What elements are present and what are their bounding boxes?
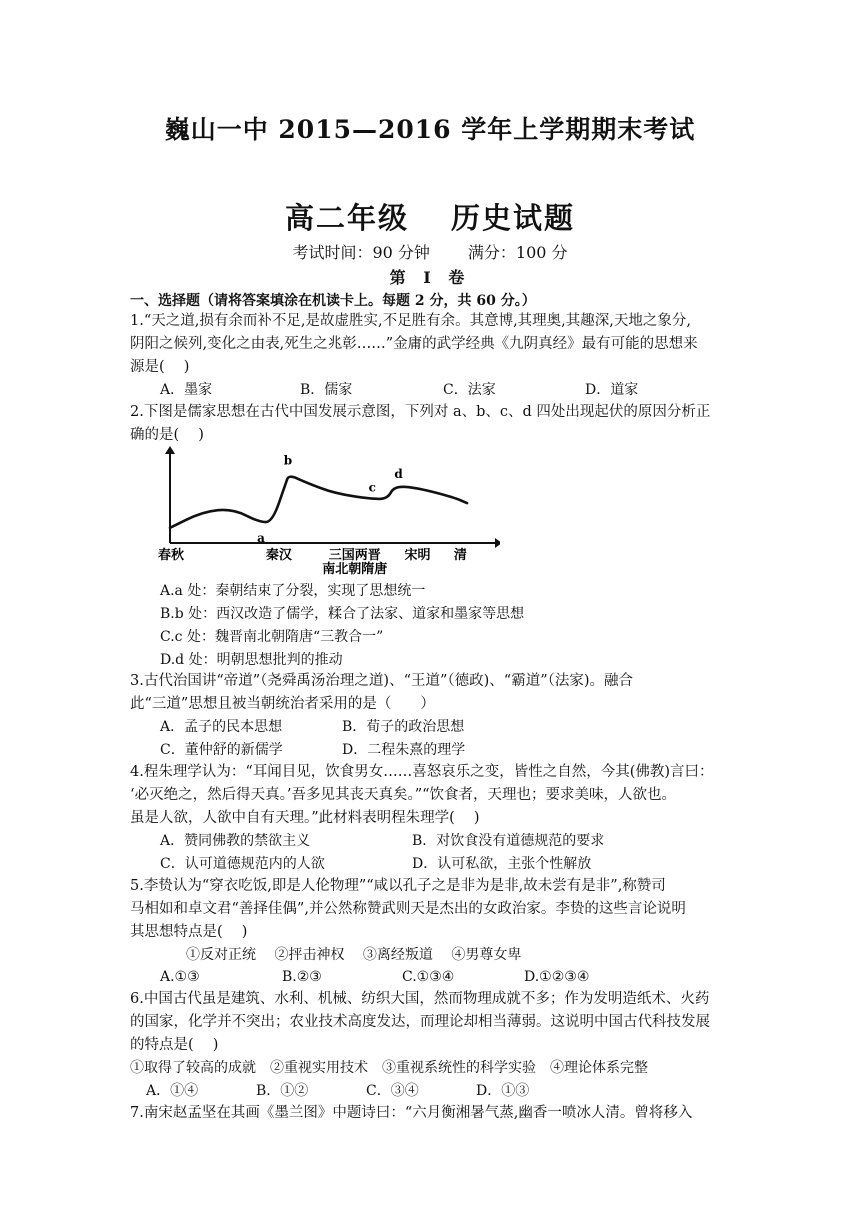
q4-text-line2: ‘必灭绝之，然后得天真。’吾多见其丧天真矣。”“饮食者，天理也；要求美味，人欲也。 [130,787,677,803]
q1-option-c: C．法家 [443,382,496,398]
q2-option-a: A.a 处：秦朝结束了分裂，实现了思想统一 [160,583,426,599]
q7-text-line1: 7.南宋赵孟坚在其画《墨兰图》中题诗曰：“六月衡湘暑气蒸,幽香一喷冰人清。曾将移入 [130,1105,693,1121]
q6-option-d: D．①③ [476,1083,530,1099]
q1-text-line2: 阴阳之候列,变化之由表,死生之兆彰……”金庸的武学经典《九阴真经》最有可能的思想来 [130,336,698,352]
q4-option-a: A．赞同佛教的禁欲主义 [160,833,311,849]
x-tick-label: 三国两晋 [328,548,381,563]
q6-option-a: A．①④ [146,1083,199,1099]
q4-option-c: C．认可道德规范内的人欲 [160,856,325,872]
q6-text-line2: 的国家，化学并不突出；农业技术高度发达，而理论却相当薄弱。这说明中国古代科技发展 [130,1014,710,1030]
q2-text-line1: 2.下图是儒家思想在古代中国发展示意图，下列对 a、b、c、d 四处出现起伏的原因分析正 [130,404,711,420]
x-axis-arrow [495,538,500,548]
exam-info [0,240,860,263]
exam-time: 考试时间：90 分钟 [292,243,430,262]
exam-title: 巍山一中 2015—2016 学年上学期期末考试 [164,115,696,144]
q6-option-c: C．③④ [366,1083,419,1099]
q6-text-line1: 6.中国古代虽是建筑、水利、机械、纺织大国，然而物理成就不多；作为发明造纸术、火药 [130,991,710,1007]
q6-statements: ①取得了较高的成就 ②重视实用技术 ③重视系统性的科学实验 ④理论体系完整 [130,1060,648,1076]
q5-text-line3: 其思想特点是( ) [130,924,248,940]
q5-text-line2: 马相如和卓文君“善择佳偶”,并公然称赞武则天是杰出的女政治家。李贽的这些言论说明 [130,901,686,917]
q1-text-line3: 源是( ) [130,359,190,375]
point-annotation-a: a [257,531,265,546]
exam-score: 满分：100 分 [467,243,568,262]
q5-option-a: A.①③ [160,969,200,985]
q2-option-b: B.b 处：西汉改造了儒学，糅合了法家、道家和墨家等思想 [160,606,525,622]
paper-title [0,196,860,237]
q4-option-d: D．认可私欲，主张个性解放 [412,856,592,872]
x-tick-label: 春秋 [158,548,185,563]
q4-option-b: B．对饮食没有道德规范的要求 [412,833,605,849]
x-tick-label: 清 [453,548,467,563]
q5-option-c: C.①③④ [402,969,455,985]
q1-option-b: B．儒家 [300,382,353,398]
x-tick-label: 南北朝隋唐 [322,562,388,575]
grade-label: 高二年级 [284,201,409,235]
q3-option-a: A．孟子的民本思想 [160,719,283,735]
q1-text-line1: 1.“天之道,损有余而补不足,是故虚胜实,不足胜有余。其意博,其理奥,其趣深,天地之象分, [130,313,692,329]
q3-option-c: C．董仲舒的新儒学 [160,742,283,758]
y-axis-arrow [165,446,175,454]
q2-option-d: D.d 处：明朝思想批判的推动 [160,652,343,668]
volume-label: 第 Ⅰ 卷 [389,268,471,287]
q5-text-line1: 5.李贽认为“穿衣吃饭,即是人伦物理”“咸以孔子之是非为是非,故未尝有是非”,称赞司 [130,878,666,894]
q3-text-line1: 3.古代治国讲“帝道”（尧舜禹汤治理之道)、“王道”（德政)、“霸道”（法家)。融合 [130,673,634,689]
q3-option-b: B．荀子的政治思想 [342,719,465,735]
q6-text-line3: 的特点是( ) [130,1037,219,1053]
point-annotation-c: c [368,480,376,495]
q5-option-d: D.①②③④ [524,969,590,985]
x-tick-label: 宋明 [404,548,431,563]
point-annotation-b: b [283,453,293,468]
q2-option-c: C.c 处：魏晋南北朝隋唐“三教合一” [160,629,384,645]
series-line [170,477,467,528]
confucianism-development-chart [150,440,500,575]
x-tick-label: 秦汉 [265,548,292,563]
q2-text-line2: 确的是( ) [130,427,204,443]
q3-option-d: D．二程朱熹的理学 [342,742,466,758]
subject-label: 历史试题 [451,201,576,235]
q5-option-b: B.②③ [282,969,322,985]
point-annotation-d: d [394,467,403,481]
q6-option-b: B．①② [256,1083,309,1099]
q1-option-d: D．道家 [585,382,639,398]
chart-svg [150,440,500,575]
q4-text-line1: 4.程朱理学认为：“耳闻目见，饮食男女……喜怒哀乐之变，皆性之自然，今其(佛教)言曰： [130,764,714,780]
q5-statements: ①反对正统 ②抨击神权 ③离经叛道 ④男尊女卑 [186,947,522,963]
section-heading: 一、选择题（请将答案填涂在机读卡上。每题 2 分，共 60 分。） [130,293,536,309]
q4-text-line3: 虽是人欲，人欲中自有天理。”此材料表明程朱理学( ) [130,810,480,826]
q3-text-line2: 此“三道”思想且被当朝统治者采用的是（ ） [130,696,435,712]
q1-option-a: A．墨家 [160,382,213,398]
